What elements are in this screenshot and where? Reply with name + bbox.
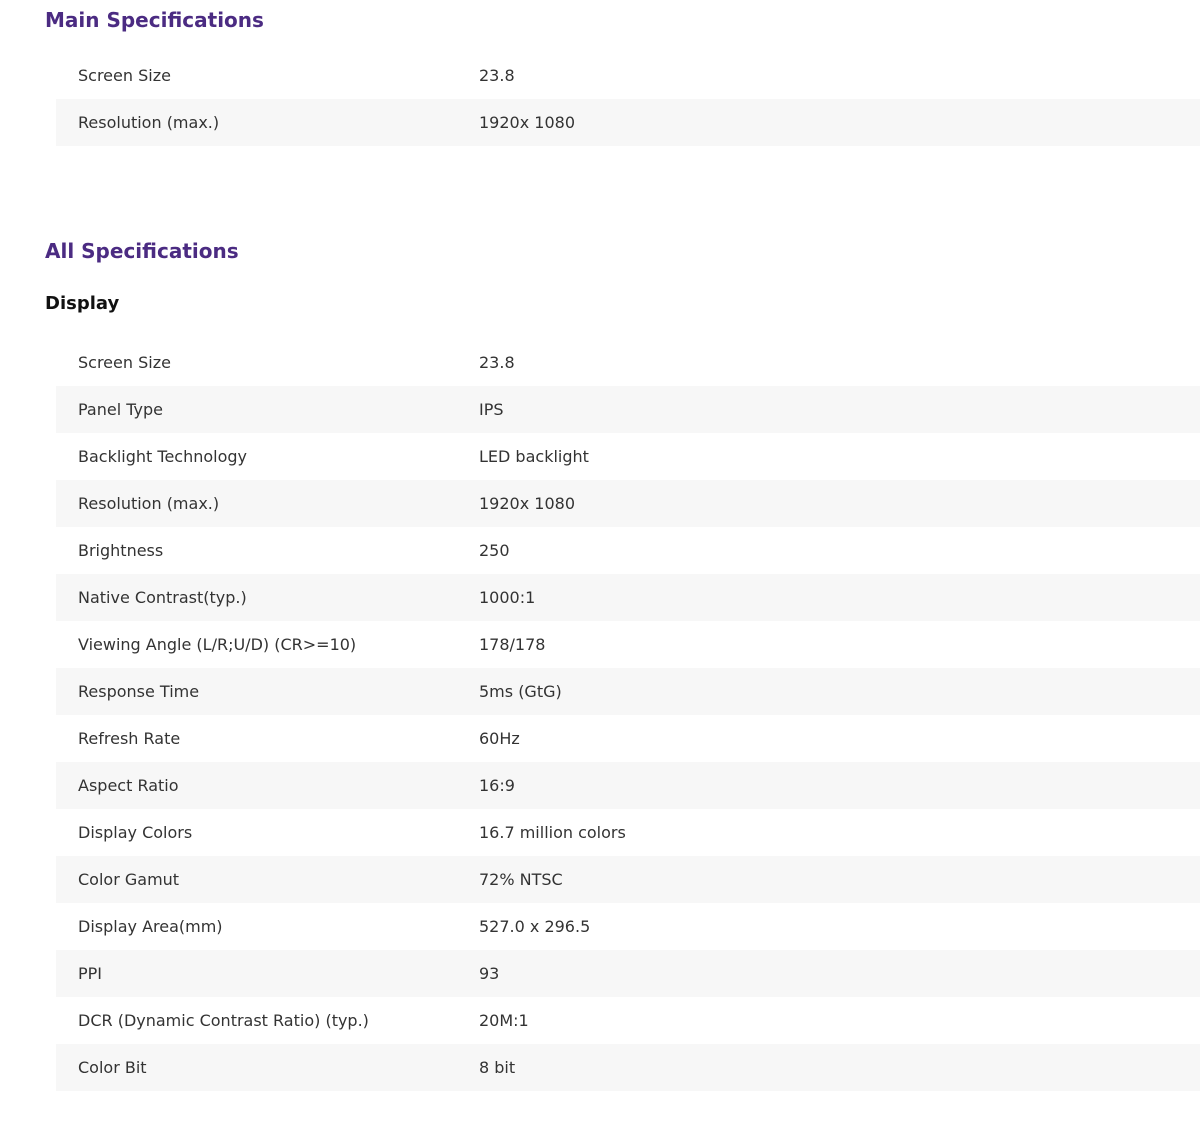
all-specifications-title: All Specifications — [45, 239, 239, 263]
spec-value: 8 bit — [479, 1058, 516, 1077]
table-row — [56, 715, 1200, 762]
main-specifications-title: Main Specifications — [45, 8, 264, 32]
table-row — [56, 52, 1200, 99]
table-row — [56, 339, 1200, 386]
spec-label: Screen Size — [78, 353, 171, 372]
spec-label: Screen Size — [78, 66, 171, 85]
spec-label: Native Contrast(typ.) — [78, 588, 247, 607]
table-row — [56, 1044, 1200, 1091]
table-row — [56, 809, 1200, 856]
spec-value: 178/178 — [479, 635, 546, 654]
table-row — [56, 99, 1200, 146]
spec-value: 250 — [479, 541, 510, 560]
spec-label: Panel Type — [78, 400, 163, 419]
spec-label: Color Bit — [78, 1058, 147, 1077]
spec-label: Refresh Rate — [78, 729, 181, 748]
table-row — [56, 386, 1200, 433]
table-row — [56, 950, 1200, 997]
main-specifications-table — [56, 52, 1200, 146]
display-section-title: Display — [45, 293, 120, 314]
spec-label: Color Gamut — [78, 870, 180, 889]
spec-value: 23.8 — [479, 66, 515, 85]
spec-value: LED backlight — [479, 447, 589, 466]
spec-label: Resolution (max.) — [78, 113, 220, 132]
table-row — [56, 762, 1200, 809]
spec-value: 5ms (GtG) — [479, 682, 562, 701]
spec-label: Viewing Angle (L/R;U/D) (CR>=10) — [78, 635, 357, 654]
spec-value: 1920x 1080 — [479, 113, 575, 132]
table-row — [56, 621, 1200, 668]
spec-value: 93 — [479, 964, 500, 983]
table-row — [56, 668, 1200, 715]
spec-label: Resolution (max.) — [78, 494, 220, 513]
table-row — [56, 903, 1200, 950]
spec-value: 16:9 — [479, 776, 515, 795]
spec-label: Backlight Technology — [78, 447, 248, 466]
table-row — [56, 527, 1200, 574]
spec-value: 23.8 — [479, 353, 515, 372]
table-row — [56, 433, 1200, 480]
spec-value: 20M:1 — [479, 1011, 529, 1030]
spec-value: 72% NTSC — [479, 870, 563, 889]
spec-label: Response Time — [78, 682, 200, 701]
spec-value: 1920x 1080 — [479, 494, 575, 513]
table-row — [56, 480, 1200, 527]
spec-value: 1000:1 — [479, 588, 536, 607]
spec-value: 16.7 million colors — [479, 823, 626, 842]
spec-label: Display Colors — [78, 823, 193, 842]
spec-label: Brightness — [78, 541, 164, 560]
spec-label: Display Area(mm) — [78, 917, 223, 936]
spec-label: DCR (Dynamic Contrast Ratio) (typ.) — [78, 1011, 369, 1030]
spec-value: IPS — [479, 400, 504, 419]
table-row — [56, 997, 1200, 1044]
spec-label: PPI — [78, 964, 103, 983]
display-specifications-table — [56, 339, 1200, 1091]
table-row — [56, 856, 1200, 903]
spec-value: 60Hz — [479, 729, 520, 748]
spec-value: 527.0 x 296.5 — [479, 917, 591, 936]
spec-label: Aspect Ratio — [78, 776, 179, 795]
table-row — [56, 574, 1200, 621]
